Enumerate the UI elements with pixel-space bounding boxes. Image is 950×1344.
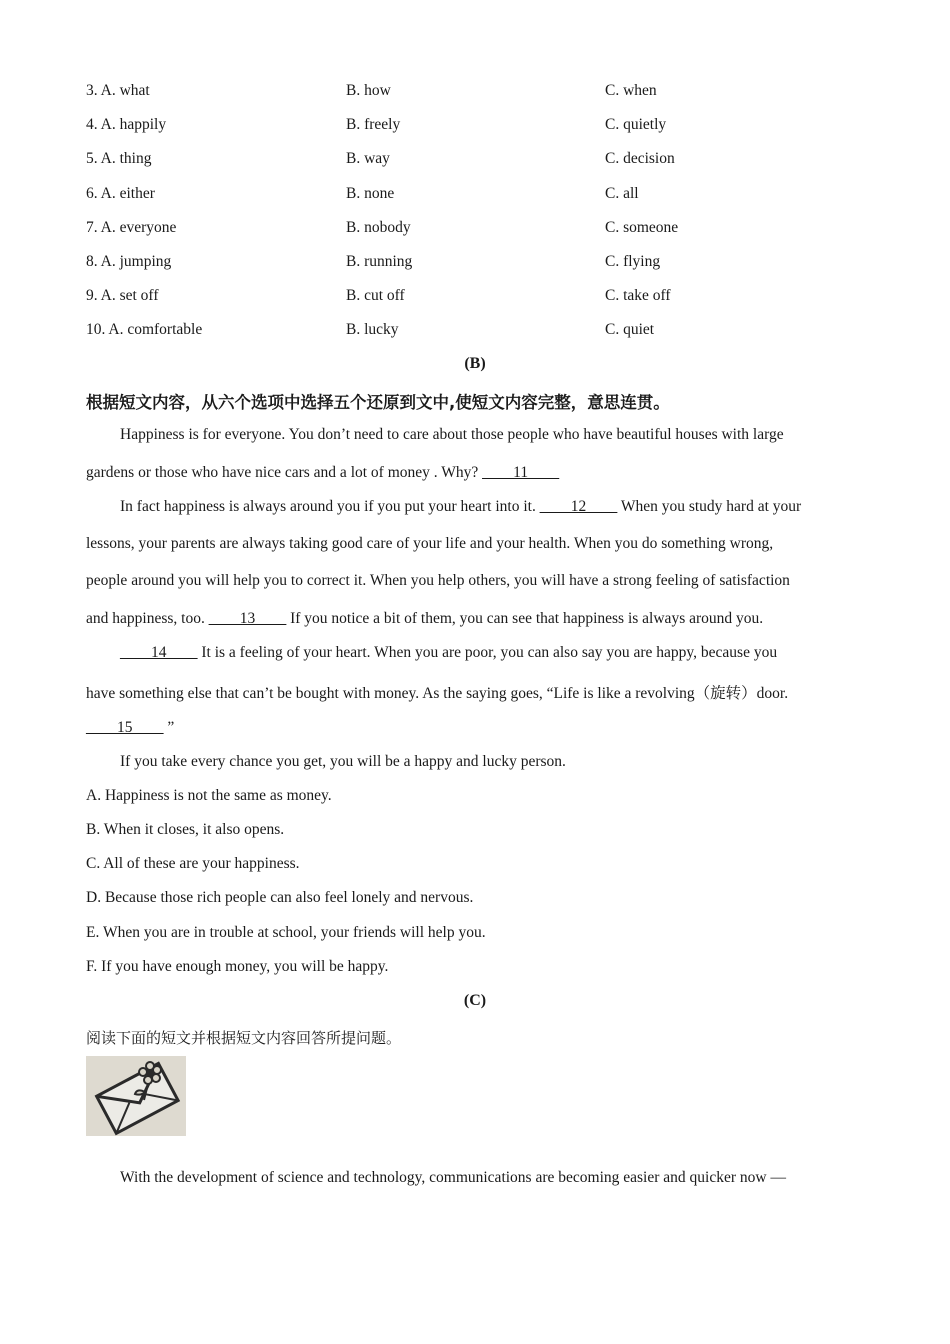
option-row-6 <box>86 185 866 205</box>
option-c: C. flying <box>605 253 661 270</box>
passage-line <box>86 719 174 737</box>
option-a: 9. A. set off <box>86 287 159 304</box>
option-row-5 <box>86 150 866 170</box>
option-b: B. way <box>346 150 390 167</box>
choice-f: F. If you have enough money, you will be happy. <box>86 958 389 975</box>
option-row-4 <box>86 116 866 136</box>
option-row-9 <box>86 287 866 307</box>
option-row-7 <box>86 219 866 239</box>
option-row-10 <box>86 321 866 341</box>
passage-text: When you study hard at your <box>617 498 802 515</box>
blank-11[interactable]: ____11____ <box>482 464 560 481</box>
passage-line <box>86 464 559 482</box>
passage-line: have something else that can’t be bought with money. As the saying goes, “Life is like a revolving（旋转）door. <box>86 685 789 702</box>
section-c-instruction: 阅读下面的短文并根据短文内容回答所提问题。 <box>86 1029 402 1047</box>
option-b: B. cut off <box>346 287 405 304</box>
passage-text: In fact happiness is always around you if you put your heart into it. <box>120 498 540 515</box>
passage-text: If you notice a bit of them, you can see that happiness is always around you. <box>286 610 764 627</box>
option-b: B. nobody <box>346 219 411 236</box>
blank-12[interactable]: ____12____ <box>539 498 618 515</box>
envelope-flower-icon <box>86 1056 186 1136</box>
option-b: B. none <box>346 185 395 202</box>
envelope-flower-icon <box>86 1056 186 1136</box>
option-a: 8. A. jumping <box>86 253 172 270</box>
passage-line: With the development of science and technology, communications are becoming easier and quicker now — <box>120 1169 786 1186</box>
option-a: 6. A. either <box>86 185 155 202</box>
blank-15[interactable]: ____15____ <box>86 719 164 736</box>
choice-c: C. All of these are your happiness. <box>86 855 300 872</box>
passage-line: If you take every chance you get, you will be a happy and lucky person. <box>120 753 566 770</box>
option-c: C. all <box>605 185 639 202</box>
section-c-heading: (C) <box>463 992 487 1009</box>
passage-text: It is a feeling of your heart. When you are poor, you can also say you are happy, because you <box>197 644 778 661</box>
passage-text: ” <box>163 719 175 736</box>
option-row-8 <box>86 253 866 273</box>
passage-line <box>120 498 801 516</box>
option-c: C. quietly <box>605 116 667 133</box>
passage-line: people around you will help you to correct it. When you help others, you will have a strong feeling of satisfaction <box>86 572 790 589</box>
option-a: 7. A. everyone <box>86 219 177 236</box>
option-c: C. take off <box>605 287 671 304</box>
choice-e: E. When you are in trouble at school, your friends will help you. <box>86 924 486 941</box>
passage-line: Happiness is for everyone. You don’t need to care about those people who have beautiful houses with large <box>120 426 784 443</box>
passage-line: lessons, your parents are always taking good care of your life and your health. When you do something wrong, <box>86 535 774 552</box>
option-row-3 <box>86 82 866 102</box>
choice-d: D. Because those rich people can also feel lonely and nervous. <box>86 889 474 906</box>
option-c: C. someone <box>605 219 679 236</box>
option-c: C. when <box>605 82 657 99</box>
option-c: C. decision <box>605 150 675 167</box>
option-b: B. running <box>346 253 413 270</box>
option-b: B. lucky <box>346 321 399 338</box>
passage-line <box>86 610 763 628</box>
option-c: C. quiet <box>605 321 655 338</box>
option-a: 5. A. thing <box>86 150 152 167</box>
option-a: 10. A. comfortable <box>86 321 203 338</box>
choice-a: A. Happiness is not the same as money. <box>86 787 332 804</box>
option-a: 4. A. happily <box>86 116 167 133</box>
option-b: B. how <box>346 82 391 99</box>
option-a: 3. A. what <box>86 82 150 99</box>
section-b-instruction: 根据短文内容，从六个选项中选择五个还原到文中,使短文内容完整，意思连贯。 <box>86 393 670 412</box>
passage-line <box>120 644 777 662</box>
section-b-heading: (B) <box>464 355 486 372</box>
option-b: B. freely <box>346 116 401 133</box>
passage-text: and happiness, too. <box>86 610 209 627</box>
blank-14[interactable]: ____14____ <box>120 644 198 661</box>
passage-text: gardens or those who have nice cars and a lot of money . Why? <box>86 464 483 481</box>
choice-b: B. When it closes, it also opens. <box>86 821 285 838</box>
blank-13[interactable]: ____13____ <box>208 610 287 627</box>
